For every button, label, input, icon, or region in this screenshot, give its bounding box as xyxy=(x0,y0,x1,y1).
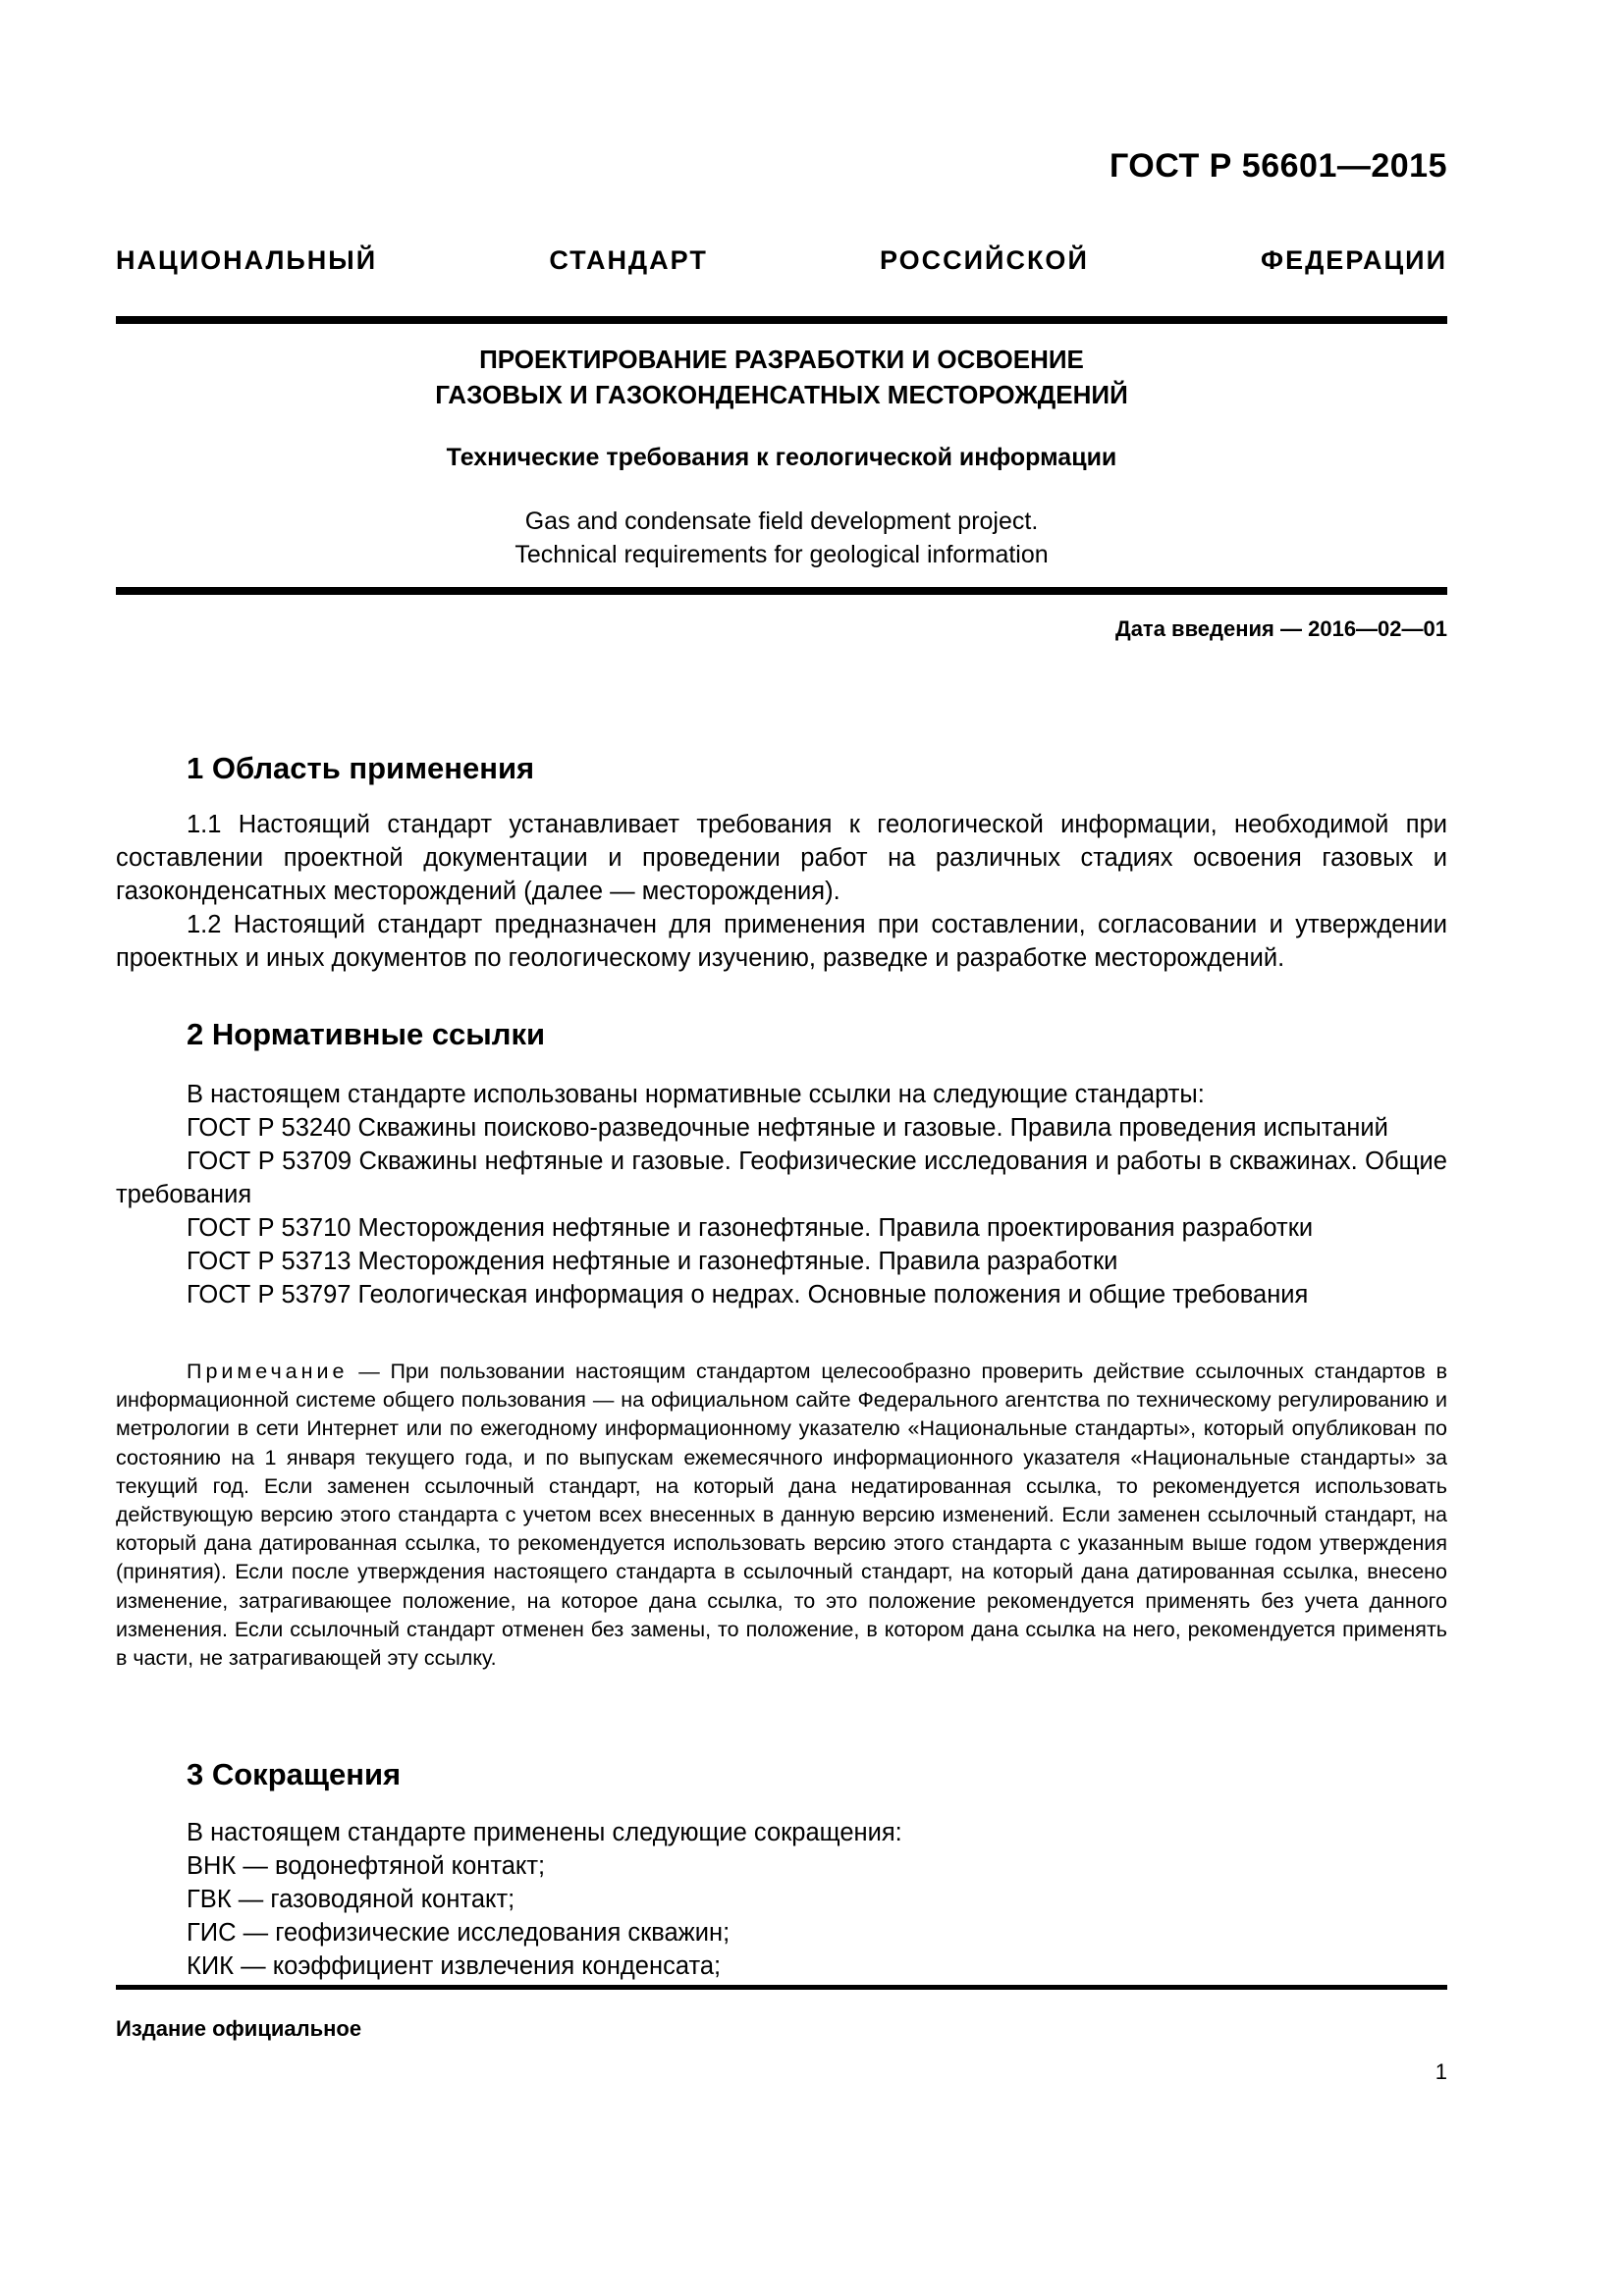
page-number: 1 xyxy=(1435,2059,1447,2084)
abbreviation-item: КИК — коэффициент извлечения конденсата; xyxy=(187,1952,722,1980)
section-2-body xyxy=(116,1078,1447,1311)
title-bottom-rule xyxy=(116,587,1447,595)
reference-item: ГОСТ Р 53713 Месторождения нефтяные и газонефтяные. Правила разработки xyxy=(187,1248,1118,1275)
reference-item: ГОСТ Р 53709 Скважины нефтяные и газовые. Геофизические исследования и работы в скважинах. Общие требования xyxy=(116,1148,1447,1208)
section-1-body xyxy=(116,808,1447,975)
top-rule xyxy=(116,316,1447,324)
note-block xyxy=(116,1358,1447,1673)
abbreviation-item: ГИС — геофизические исследования скважин; xyxy=(187,1919,731,1947)
english-title-line-1: Gas and condensate field development project. xyxy=(524,507,1039,535)
reference-item: ГОСТ Р 53797 Геологическая информация о недрах. Основные положения и общие требования xyxy=(187,1281,1309,1308)
abbreviation-item: ВНК — водонефтяной контакт; xyxy=(187,1852,546,1880)
section-3-heading: 3 Сокращения xyxy=(187,1757,402,1791)
official-edition-label: Издание официальное xyxy=(116,2016,362,2041)
reference-item: ГОСТ Р 53240 Скважины поисково-разведочные нефтяные и газовые. Правила проведения испытаний xyxy=(187,1114,1388,1142)
gost-code: ГОСТ Р 56601—2015 xyxy=(1109,147,1447,185)
title-line-1: ПРОЕКТИРОВАНИЕ РАЗРАБОТКИ И ОСВОЕНИЕ xyxy=(479,345,1084,374)
subtitle: Технические требования к геологической информации xyxy=(446,444,1117,471)
footer-rule xyxy=(116,1985,1447,1990)
references-intro: В настоящем стандарте использованы нормативные ссылки на следующие стандарты: xyxy=(187,1081,1205,1108)
abbreviation-item: ГВК — газоводяной контакт; xyxy=(187,1886,515,1913)
reference-item: ГОСТ Р 53710 Месторождения нефтяные и газонефтяные. Правила проектирования разработки xyxy=(187,1214,1314,1242)
abbreviations-list xyxy=(187,1816,902,1983)
paragraph-1-1: 1.1 Настоящий стандарт устанавливает требования к геологической информации, необходимой при составлении проектной документации и проведении работ на различных стадиях освоения газовых и газоконденсатных месторождений (далее — месторождения). xyxy=(116,811,1447,905)
national-standard-banner: НАЦИОНАЛЬНЫЙ СТАНДАРТ РОССИЙСКОЙ ФЕДЕРАЦИИ xyxy=(116,245,1447,275)
introduction-date: Дата введения — 2016—02—01 xyxy=(1115,616,1447,641)
section-1-heading: 1 Область применения xyxy=(187,751,535,785)
note-text: — При пользовании настоящим стандартом целесообразно проверить действие ссылочных стандартов в информационной системе общего пользования — на официальном сайте Федерального агентства по техническому регулированию и метрологии в сети Интернет или по ежегодному информационному указателю «Национальные стандарты», который опубликован по состоянию на 1 января текущего года, и по выпускам ежемесячного информационного указателя «Национальные стандарты» за текущий год. Если заменен ссылочный стандарт, на который дана недатированная ссылка, то рекомендуется использовать действующую версию этого стандарта с учетом всех внесенных в данную версию изменений. Если заменен ссылочный стандарт, на который дана датированная ссылка, то рекомендуется использовать версию этого стандарта с указанным выше годом утверждения (принятия). Если после утверждения настоящего стандарта в ссылочный стандарт, на который дана датированная ссылка, внесено изменение, затрагивающее положение, на которое дана ссылка, то это положение рекомендуется применять без учета данного изменения. Если ссылочный стандарт отменен без замены, то положение, в котором дана ссылка на него, рекомендуется применять в части, не затрагивающей эту ссылку. xyxy=(116,1360,1447,1671)
paragraph-1-2: 1.2 Настоящий стандарт предназначен для применения при составлении, согласовании и утверждении проектных и иных документов по геологическому изучению, разведке и разработке месторождений. xyxy=(116,911,1447,972)
note-label: Примечание xyxy=(187,1360,349,1383)
abbreviations-intro: В настоящем стандарте применены следующие сокращения: xyxy=(187,1819,902,1846)
english-title-line-2: Technical requirements for geological information xyxy=(514,541,1049,568)
section-2-heading: 2 Нормативные ссылки xyxy=(187,1017,546,1051)
title-line-2: ГАЗОВЫХ И ГАЗОКОНДЕНСАТНЫХ МЕСТОРОЖДЕНИЙ xyxy=(435,380,1128,409)
